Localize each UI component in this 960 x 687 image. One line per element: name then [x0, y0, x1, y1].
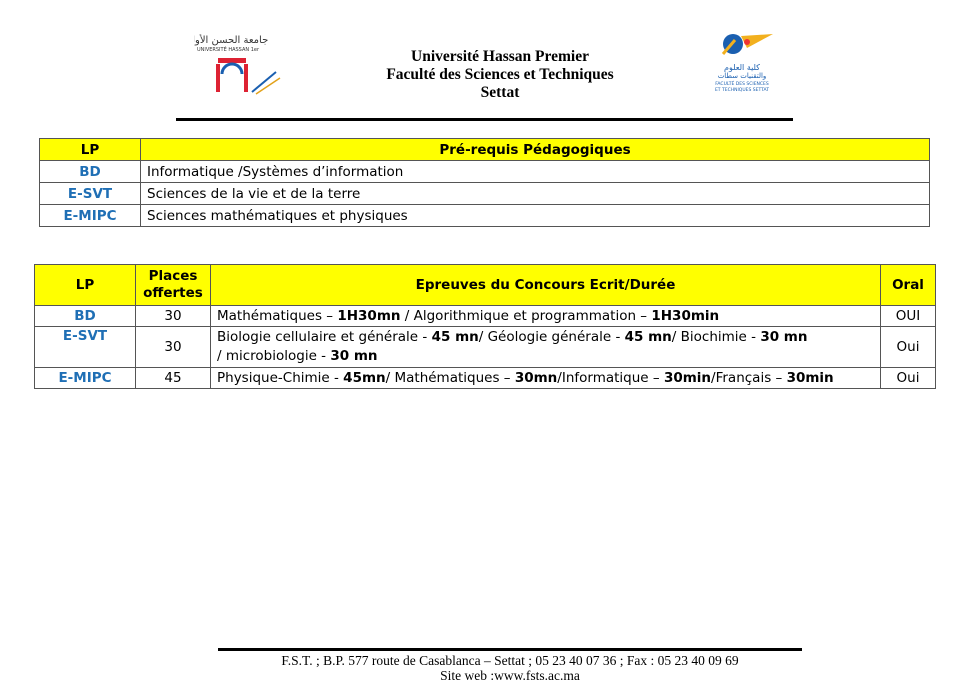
column-header-lp: LP [35, 265, 136, 306]
exam-cell [211, 327, 881, 368]
faculty-logo [703, 30, 781, 96]
footer [170, 653, 850, 683]
table-row [35, 306, 936, 327]
exam-text: / Algorithmique et programmation – [400, 307, 652, 324]
program-code: E-MIPC [40, 205, 141, 227]
table-row [40, 183, 930, 205]
svg-text:كلية العلوم: كلية العلوم [724, 63, 760, 72]
places-cell: 45 [136, 368, 211, 389]
column-header-places: Places offertes [136, 265, 211, 306]
svg-text:والتقنيات سطات: والتقنيات سطات [717, 72, 767, 80]
svg-text:UNIVERSITÉ HASSAN 1er: UNIVERSITÉ HASSAN 1er [196, 47, 260, 53]
prereq-cell: Sciences de la vie et de la terre [141, 183, 930, 205]
oral-cell: Oui [881, 368, 936, 389]
exam-cell [211, 306, 881, 327]
program-code: E-MIPC [35, 368, 136, 389]
column-header-exams: Epreuves du Concours Ecrit/Durée [211, 265, 881, 306]
prerequisites-table [39, 138, 930, 227]
exam-cell [211, 368, 881, 389]
university-logo [194, 34, 284, 100]
exam-duration: 30 mn [760, 329, 808, 345]
institution-heading [330, 48, 670, 102]
university-name: Université Hassan Premier [411, 48, 589, 65]
table-row [40, 205, 930, 227]
exam-text: Biologie cellulaire et générale - [217, 329, 432, 345]
table-row [35, 327, 936, 368]
prereq-cell: Informatique /Systèmes d’information [141, 161, 930, 183]
faculty-name: Faculté des Sciences et Techniques [386, 66, 614, 83]
column-header-lp: LP [40, 139, 141, 161]
column-header-oral: Oral [881, 265, 936, 306]
exam-duration: 45 mn [431, 329, 479, 345]
exam-duration: 1H30min [651, 307, 720, 324]
exam-text: / Géologie générale - [478, 329, 625, 345]
exam-duration: 30mn [514, 369, 558, 386]
exam-table [34, 264, 936, 389]
places-cell: 30 [136, 327, 211, 368]
exam-text: / Mathématiques – [385, 369, 515, 386]
prereq-cell: Sciences mathématiques et physiques [141, 205, 930, 227]
table-row [40, 161, 930, 183]
table-row [35, 368, 936, 389]
footer-divider [218, 648, 802, 651]
svg-text:جامعة الحسن الأول: جامعة الحسن الأول [194, 35, 269, 46]
places-cell: 30 [136, 306, 211, 327]
table-header-row [40, 139, 930, 161]
svg-text:FACULTÉ DES SCIENCES: FACULTÉ DES SCIENCES [715, 82, 769, 87]
exam-duration: 45 mn [624, 329, 672, 345]
table-header-row [35, 265, 936, 306]
program-code: BD [35, 306, 136, 327]
exam-text: /Informatique – [557, 369, 664, 386]
city-name: Settat [480, 84, 520, 101]
exam-text: Mathématiques – [217, 307, 338, 324]
exam-text: / Biochimie - [671, 329, 761, 345]
program-code: E-SVT [35, 327, 136, 368]
footer-address: F.S.T. ; B.P. 577 route de Casablanca – Settat ; 05 23 40 07 36 ; Fax : 05 23 40 09 69 [281, 653, 739, 668]
oral-cell: OUI [881, 306, 936, 327]
header-divider [176, 118, 793, 121]
program-code: E-SVT [40, 183, 141, 205]
exam-text: /Français – [711, 369, 787, 386]
exam-duration: 45mn [343, 369, 386, 386]
program-code: BD [40, 161, 141, 183]
column-header-prereq: Pré-requis Pédagogiques [141, 139, 930, 161]
exam-text: / microbiologie - [217, 348, 331, 364]
exam-duration: 30min [786, 369, 834, 386]
oral-cell: Oui [881, 327, 936, 368]
exam-duration: 30 mn [330, 348, 378, 364]
footer-website: Site web :www.fsts.ac.ma [440, 668, 580, 683]
exam-duration: 30min [663, 369, 712, 386]
exam-duration: 1H30mn [337, 307, 401, 324]
svg-text:ET TECHNIQUES SETTAT: ET TECHNIQUES SETTAT [714, 88, 770, 93]
exam-text: Physique-Chimie - [217, 369, 344, 386]
